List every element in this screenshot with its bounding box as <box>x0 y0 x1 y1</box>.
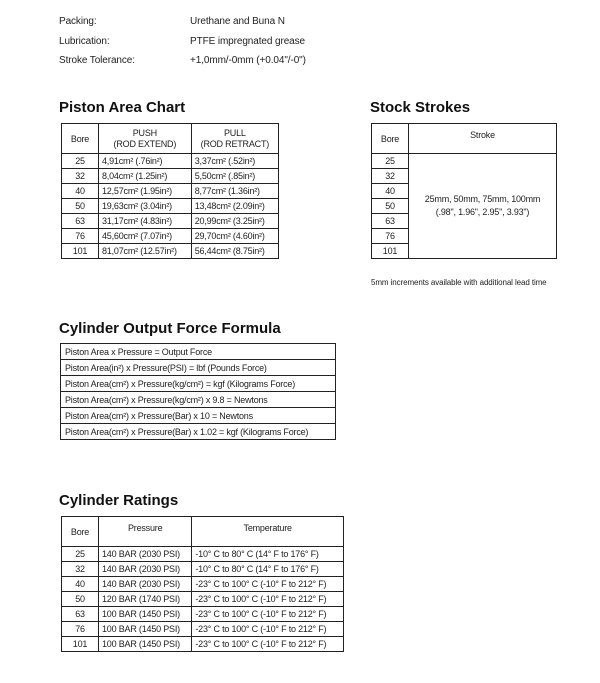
ratings-bore: 76 <box>62 622 99 637</box>
stock-strokes-table <box>371 123 557 259</box>
table-row <box>62 199 279 214</box>
ratings-pressure: 140 BAR (2030 PSI) <box>99 577 192 592</box>
formula-table <box>60 343 336 440</box>
table-row <box>61 392 336 408</box>
ratings-temperature: -23° C to 100° C (-10° F to 212° F) <box>192 622 344 637</box>
piston-push: 4,91cm² (.76in²) <box>99 154 192 169</box>
spec-value-stroke-tolerance: +1,0mm/-0mm (+0.04"/-0") <box>190 55 306 66</box>
stock-header-stroke: Stroke <box>409 124 557 154</box>
piston-header-push-sub: (ROD EXTEND) <box>113 138 177 149</box>
formula-row: Piston Area(cm²) x Pressure(kg/cm²) x 9.8 = Newtons <box>61 392 336 408</box>
table-row <box>62 592 344 607</box>
table-row <box>62 244 279 259</box>
table-row <box>62 169 279 184</box>
piston-pull: 13,48cm² (2.09in²) <box>191 199 278 214</box>
formula-row: Piston Area x Pressure = Output Force <box>61 344 336 360</box>
ratings-pressure: 100 BAR (1450 PSI) <box>99 622 192 637</box>
piston-pull: 56,44cm² (8.75in²) <box>191 244 278 259</box>
ratings-pressure: 140 BAR (2030 PSI) <box>99 562 192 577</box>
ratings-pressure: 140 BAR (2030 PSI) <box>99 547 192 562</box>
piston-header-pull-label: PULL <box>224 127 246 138</box>
piston-bore: 50 <box>62 199 99 214</box>
ratings-pressure: 100 BAR (1450 PSI) <box>99 607 192 622</box>
table-row <box>62 214 279 229</box>
ratings-temperature: -10° C to 80° C (14° F to 176° F) <box>192 547 344 562</box>
piston-push: 81,07cm² (12.57in²) <box>99 244 192 259</box>
spec-label-lubrication: Lubrication: <box>59 36 110 47</box>
ratings-header-bore: Bore <box>62 517 99 547</box>
stock-stroke-imperial: (.98", 1.96", 2.95", 3.93") <box>435 207 530 217</box>
ratings-bore: 40 <box>62 577 99 592</box>
ratings-temperature: -23° C to 100° C (-10° F to 212° F) <box>192 637 344 652</box>
ratings-table <box>61 516 344 652</box>
ratings-pressure: 120 BAR (1740 PSI) <box>99 592 192 607</box>
ratings-temperature: -23° C to 100° C (-10° F to 212° F) <box>192 592 344 607</box>
ratings-bore: 63 <box>62 607 99 622</box>
piston-pull: 29,70cm² (4.60in²) <box>191 229 278 244</box>
ratings-header-pressure: Pressure <box>99 517 192 547</box>
table-row <box>62 154 279 169</box>
table-row <box>61 408 336 424</box>
ratings-pressure: 100 BAR (1450 PSI) <box>99 637 192 652</box>
stock-bore: 25 <box>372 154 409 169</box>
piston-pull: 5,50cm² (.85in²) <box>191 169 278 184</box>
piston-push: 19,63cm² (3.04in²) <box>99 199 192 214</box>
piston-header-row <box>62 124 279 154</box>
ratings-temperature: -23° C to 100° C (-10° F to 212° F) <box>192 577 344 592</box>
piston-pull: 3,37cm² (.52in²) <box>191 154 278 169</box>
stock-bore: 32 <box>372 169 409 184</box>
table-row <box>61 376 336 392</box>
spec-label-stroke-tolerance: Stroke Tolerance: <box>59 55 135 66</box>
table-row <box>61 424 336 440</box>
stock-stroke-values <box>409 154 557 259</box>
stock-header-row <box>372 124 557 154</box>
piston-header-pull <box>191 124 278 154</box>
ratings-bore: 101 <box>62 637 99 652</box>
piston-bore: 25 <box>62 154 99 169</box>
ratings-header-temperature: Temperature <box>192 517 344 547</box>
stock-bore: 76 <box>372 229 409 244</box>
piston-area-title: Piston Area Chart <box>59 99 186 116</box>
stock-bore: 50 <box>372 199 409 214</box>
formula-row: Piston Area(in²) x Pressure(PSI) = lbf (Pounds Force) <box>61 360 336 376</box>
ratings-bore: 32 <box>62 562 99 577</box>
piston-push: 8,04cm² (1.25in²) <box>99 169 192 184</box>
table-row <box>62 577 344 592</box>
stock-bore: 63 <box>372 214 409 229</box>
table-row <box>62 622 344 637</box>
piston-push: 31,17cm² (4.83in²) <box>99 214 192 229</box>
formula-row: Piston Area(cm²) x Pressure(Bar) x 1.02 = kgf (Kilograms Force) <box>61 424 336 440</box>
formula-row: Piston Area(cm²) x Pressure(kg/cm²) = kgf (Kilograms Force) <box>61 376 336 392</box>
piston-pull: 20,99cm² (3.25in²) <box>191 214 278 229</box>
table-row <box>62 229 279 244</box>
piston-header-push-label: PUSH <box>132 127 157 138</box>
stock-strokes-note: 5mm increments available with additional lead time <box>371 278 547 287</box>
ratings-bore: 25 <box>62 547 99 562</box>
stock-stroke-metric: 25mm, 50mm, 75mm, 100mm <box>424 194 541 204</box>
table-row <box>62 562 344 577</box>
stock-bore: 101 <box>372 244 409 259</box>
piston-area-table <box>61 123 279 259</box>
stock-strokes-title: Stock Strokes <box>370 99 471 116</box>
ratings-temperature: -10° C to 80° C (14° F to 176° F) <box>192 562 344 577</box>
ratings-temperature: -23° C to 100° C (-10° F to 212° F) <box>192 607 344 622</box>
formula-row: Piston Area(cm²) x Pressure(Bar) x 10 = Newtons <box>61 408 336 424</box>
formula-title: Cylinder Output Force Formula <box>59 320 281 337</box>
table-row <box>62 184 279 199</box>
table-row <box>62 547 344 562</box>
ratings-bore: 50 <box>62 592 99 607</box>
table-row <box>62 637 344 652</box>
piston-push: 12,57cm² (1.95in²) <box>99 184 192 199</box>
ratings-title: Cylinder Ratings <box>59 492 179 509</box>
table-row <box>61 360 336 376</box>
piston-bore: 101 <box>62 244 99 259</box>
piston-header-push <box>99 124 192 154</box>
spec-value-lubrication: PTFE impregnated grease <box>190 36 305 47</box>
table-row <box>61 344 336 360</box>
spec-value-packing: Urethane and Buna N <box>190 16 285 27</box>
spec-label-packing: Packing: <box>59 16 97 27</box>
ratings-header-row <box>62 517 344 547</box>
piston-bore: 76 <box>62 229 99 244</box>
piston-push: 45,60cm² (7.07in²) <box>99 229 192 244</box>
piston-header-pull-sub: (ROD RETRACT) <box>200 138 270 149</box>
piston-bore: 40 <box>62 184 99 199</box>
stock-bore: 40 <box>372 184 409 199</box>
table-row <box>62 607 344 622</box>
stock-header-bore: Bore <box>372 124 409 154</box>
piston-bore: 32 <box>62 169 99 184</box>
piston-bore: 63 <box>62 214 99 229</box>
piston-header-bore: Bore <box>62 124 99 154</box>
piston-pull: 8,77cm² (1.36in²) <box>191 184 278 199</box>
table-row <box>372 154 557 169</box>
